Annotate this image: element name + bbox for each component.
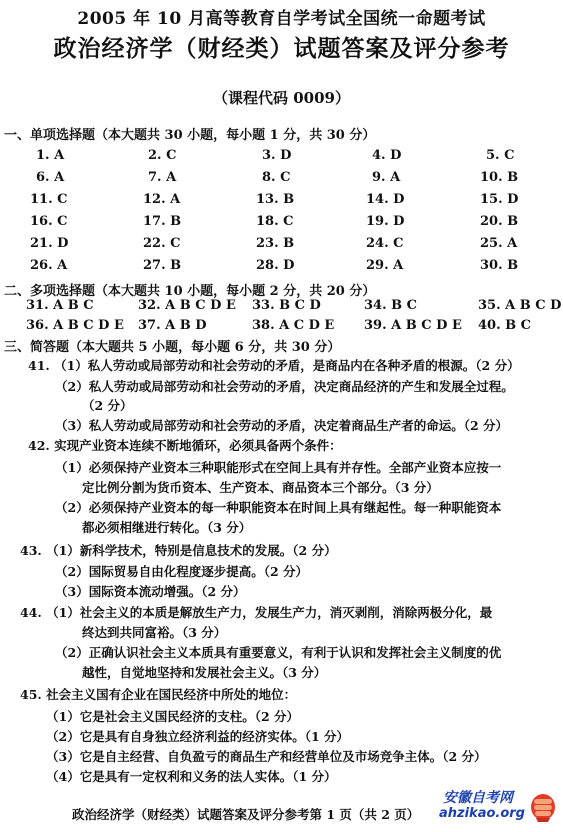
answer-item: 13. B xyxy=(256,192,295,207)
exam-title: 2005 年 10 月高等教育自学考试全国统一命题考试 xyxy=(77,9,486,29)
section1-title: 一、单项选择题（本大题共 30 小题，每小题 1 分，共 30 分） xyxy=(4,128,376,143)
answer-item: 6. A xyxy=(36,170,65,185)
answer-line: （2 分） xyxy=(82,398,133,413)
answer-item: 8. C xyxy=(262,170,291,185)
answer-item: 1. A xyxy=(36,148,65,163)
answer-item: 39. A B C D E xyxy=(364,318,462,333)
answer-item: 14. D xyxy=(366,192,405,207)
answer-item: 37. A B D xyxy=(138,318,207,333)
answer-line: （2）正确认识社会主义本质具有重要意义，有利于认识和发挥社会主义制度的优 xyxy=(55,645,502,660)
document-title: 政治经济学（财经类）试题答案及评分参考 xyxy=(53,36,510,62)
answer-item: 17. B xyxy=(143,214,182,229)
watermark-logo xyxy=(430,787,558,831)
page-footer: 政治经济学（财经类）试题答案及评分参考第 1 页（共 2 页） xyxy=(72,807,420,822)
answer-line: 41. （1）私人劳动或局部劳动和社会劳动的矛盾，是商品内在各种矛盾的根源。（2 分） xyxy=(28,358,520,373)
answer-line: （2）必须保持产业资本的每一种职能资本在时间上具有继起性。每一种职能资本 xyxy=(55,500,502,515)
fist-icon xyxy=(528,791,558,823)
answer-item: 11. C xyxy=(30,192,68,207)
answer-line: 45. 社会主义国有企业在国民经济中所处的地位： xyxy=(20,687,297,702)
answer-line: 44. （1）社会主义的本质是解放生产力，发展生产力，消灭剥削，消除两极分化，最 xyxy=(20,605,493,620)
answer-line: （3）它是自主经营、自负盈亏的商品生产和经营单位及市场竞争主体。（2 分） xyxy=(46,749,487,764)
answer-line: （2）国际贸易自由化程度逐步提高。（2 分） xyxy=(55,564,308,579)
answer-line: （4）它是具有一定权利和义务的法人实体。（1 分） xyxy=(46,769,337,784)
answer-item: 9. A xyxy=(372,170,401,185)
answer-row xyxy=(0,148,563,168)
answer-item: 10. B xyxy=(480,170,519,185)
answer-line: 越性，自觉地坚持和发展社会主义。（3 分） xyxy=(82,665,327,680)
answer-line: 终达到共同富裕。（3 分） xyxy=(82,625,227,640)
answer-row xyxy=(0,298,563,318)
answer-item: 26. A xyxy=(30,258,68,273)
answer-item: 25. A xyxy=(480,236,518,251)
answer-line: 都必须相继进行转化。（3 分） xyxy=(82,520,252,535)
answer-item: 3. D xyxy=(262,148,292,163)
answer-item: 18. C xyxy=(256,214,294,229)
answer-item: 20. B xyxy=(480,214,519,229)
answer-item: 24. C xyxy=(366,236,404,251)
answer-item: 2. C xyxy=(148,148,177,163)
answer-item: 19. D xyxy=(366,214,405,229)
answer-line: （1）必须保持产业资本三种职能形式在空间上具有并存性。全部产业资本应按一 xyxy=(55,460,502,475)
answer-item: 22. C xyxy=(143,236,181,251)
answer-item: 32. A B C D E xyxy=(138,298,236,313)
answer-item: 31. A B C xyxy=(26,298,94,313)
answer-item: 40. B C xyxy=(478,318,532,333)
answer-item: 36. A B C D E xyxy=(26,318,124,333)
answer-row xyxy=(0,170,563,190)
answer-item: 33. B C D xyxy=(252,298,321,313)
answer-line: （3）私人劳动或局部劳动和社会劳动的矛盾，决定着商品生产者的命运。（2 分） xyxy=(55,418,508,433)
answer-line: （1）它是社会主义国民经济的支柱。（2 分） xyxy=(46,709,299,724)
answer-item: 29. A xyxy=(366,258,404,273)
section3-title: 三、简答题（本大题共 5 小题，每小题 6 分，共 30 分） xyxy=(4,340,341,355)
answer-item: 15. D xyxy=(480,192,519,207)
answer-line: （3）国际资本流动增强。（2 分） xyxy=(55,584,246,599)
answer-item: 27. B xyxy=(143,258,182,273)
answer-item: 38. A C D E xyxy=(252,318,335,333)
answer-item: 5. C xyxy=(486,148,515,163)
answer-row xyxy=(0,192,563,212)
answer-line: 定比例分割为货币资本、生产资本、商品资本三个部分。（3 分） xyxy=(82,480,439,495)
answer-line: （2）私人劳动或局部劳动和社会劳动的矛盾，决定商品经济的产生和发展全过程。 xyxy=(55,379,514,394)
answer-line: （2）它是具有自身独立经济利益的经济实体。（1 分） xyxy=(46,729,349,744)
answer-item: 35. A B C D xyxy=(478,298,562,313)
answer-item: 16. C xyxy=(30,214,68,229)
answer-item: 34. B C xyxy=(364,298,418,313)
answer-item: 21. D xyxy=(30,236,69,251)
answer-item: 28. D xyxy=(256,258,295,273)
answer-item: 30. B xyxy=(480,258,519,273)
answer-item: 4. D xyxy=(372,148,402,163)
watermark-url: ahzikao.org xyxy=(439,806,525,821)
answer-line: 43. （1）新科学技术，特别是信息技术的发展。（2 分） xyxy=(20,543,337,558)
answer-row xyxy=(0,318,563,338)
answer-row xyxy=(0,236,563,256)
answer-row xyxy=(0,214,563,234)
answer-line: 42. 实现产业资本连续不断地循环，必须具备两个条件： xyxy=(28,438,342,453)
answer-item: 7. A xyxy=(148,170,177,185)
answer-item: 23. B xyxy=(256,236,295,251)
section2-title: 二、多项选择题（本大题共 10 小题，每小题 2 分，共 20 分） xyxy=(4,284,376,299)
answer-item: 12. A xyxy=(143,192,181,207)
watermark-name: 安徽自考网 xyxy=(443,790,513,806)
course-code: （课程代码 0009） xyxy=(213,89,350,107)
answer-row xyxy=(0,258,563,278)
